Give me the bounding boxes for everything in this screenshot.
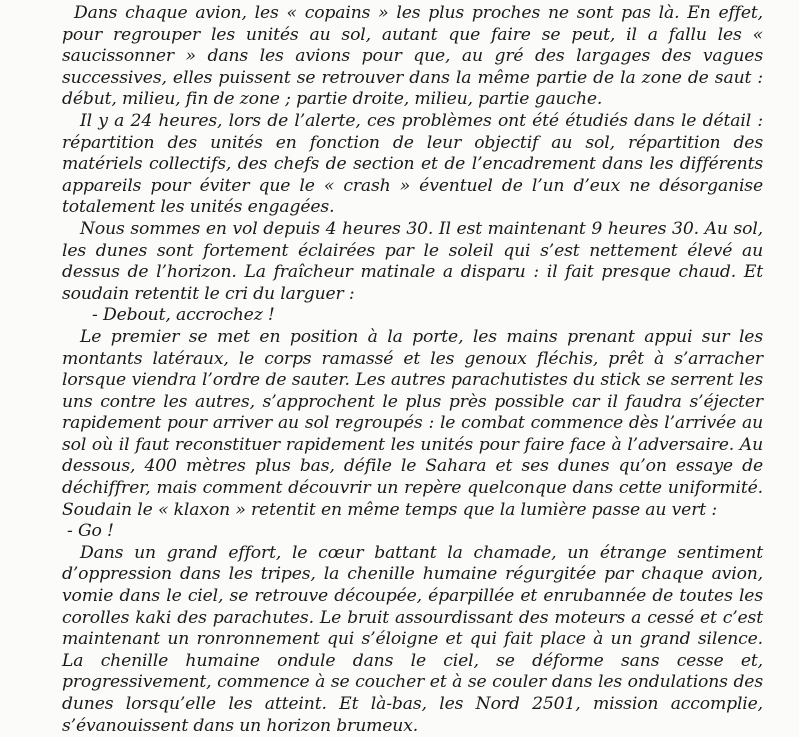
dialogue-line-1: - Debout, accrochez ! bbox=[92, 305, 275, 326]
paragraph-1: Dans chaque avion, les « copains » les plus proches ne sont pas là. En effet, pour regrouper les unités au sol, autant que faire se peut, il a fallu les « saucissonner » dans les avions pour que, au gré des largages des vagues successives, elles puissent se retrouver dans la même partie de la zone de saut : début, milieu, fin de zone ; partie droite, milieu, partie gauche. bbox=[62, 3, 763, 110]
paragraph-3: Nous sommes en vol depuis 4 heures 30. Il est maintenant 9 heures 30. Au sol, les dunes sont fortement éclairées par le soleil qui s’est nettement élevé au dessus de l’horizon. La fraîcheur matinale a disparu : il fait presque chaud. Et soudain retentit le cri du larguer : bbox=[62, 218, 763, 304]
document-body bbox=[62, 3, 763, 737]
dialogue-line-2: - Go ! bbox=[67, 521, 114, 542]
paragraph-4: Le premier se met en position à la porte, les mains prenant appui sur les montants latéraux, le corps ramassé et les genoux fléchis, prêt à s’arracher lorsque viendra l’ordre de sauter. Les autres parachutistes du stick se serrent les uns contre les autres, s’approchent le plus près possible car il faudra s’éjecter rapidement pour arriver au sol regroupés : le combat commence dès l’arrivée au sol où il faut reconstituer rapidement les unités pour faire face à l’adversaire. Au dessous, 400 mètres plus bas, défile le Sahara et ses dunes qu’on essaye de déchiffrer, mais comment découvrir un repère quelconque dans cette uniformité. Soudain le « klaxon » retentit en même temps que la lumière passe au vert : bbox=[62, 326, 763, 520]
paragraph-5: Dans un grand effort, le cœur battant la chamade, un étrange sentiment d’oppression dans les tripes, la chenille humaine régurgitée par chaque avion, vomie dans le ciel, se retrouve découpée, éparpillée et enrubannée de toutes les corolles kaki des parachutes. Le bruit assourdissant des moteurs a cessé et c’est maintenant un ronronnement qui s’éloigne et qui fait place à un grand silence. La chenille humaine ondule dans le ciel, se déforme sans cesse et, progressivement, commence à se coucher et à se couler dans les ondulations des dunes lorsqu’elle les atteint. Et là-bas, les Nord 2501, mission accomplie, s’évanouissent dans un horizon brumeux. bbox=[62, 542, 763, 736]
paragraph-2: Il y a 24 heures, lors de l’alerte, ces problèmes ont été étudiés dans le détail : répartition des unités en fonction de leur objectif au sol, répartition des matériels collectifs, des chefs de section et de l’encadrement dans les différents appareils pour éviter que le « crash » éventuel de l’un d’eux ne désorganise totalement les unités engagées. bbox=[62, 110, 763, 218]
